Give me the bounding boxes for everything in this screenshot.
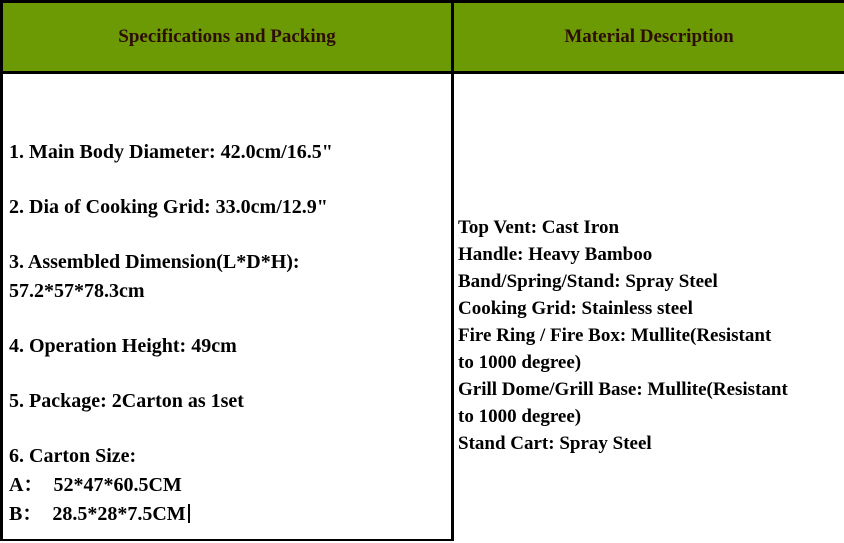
spec-line: 2. Dia of Cooking Grid: 33.0cm/12.9" [9,196,328,218]
material-description-cell [458,74,844,539]
specifications-header: Specifications and Packing [3,3,451,71]
spec-item [9,387,451,416]
spec-item [9,138,451,167]
table-border-top [0,0,844,3]
spec-item [9,442,451,529]
material-line: Fire Ring / Fire Box: Mullite(Resistant [458,325,772,346]
text-cursor [188,504,190,523]
material-line: Top Vent: Cast Iron [458,217,620,238]
spec-line: 57.2*57*78.3cm [9,280,145,302]
material-line: Cooking Grid: Stainless steel [458,298,693,319]
spec-line: 3. Assembled Dimension(L*D*H): [9,251,300,273]
material-line: Band/Spring/Stand: Spray Steel [458,271,718,292]
spec-line: A： 52*47*60.5CM [9,474,182,496]
spec-line: 6. Carton Size: [9,445,137,467]
spec-line: 1. Main Body Diameter: 42.0cm/16.5" [9,141,333,163]
table-border-left [0,0,3,541]
column-divider [451,0,454,541]
material-description-header: Material Description [454,3,844,71]
material-line: Grill Dome/Grill Base: Mullite(Resistant [458,379,788,400]
material-line: to 1000 degree) [458,406,582,427]
spec-item [9,332,451,361]
material-line: to 1000 degree) [458,352,582,373]
spec-line: 4. Operation Height: 49cm [9,335,237,357]
spec-line: 5. Package: 2Carton as 1set [9,390,244,412]
table-border-bottom [0,539,454,541]
spec-line: B： 28.5*28*7.5CM [9,500,451,529]
header-separator [0,71,844,74]
specifications-cell [3,74,451,543]
spec-item [9,193,451,222]
material-line: Stand Cart: Spray Steel [458,433,652,454]
spec-item [9,248,451,306]
material-line: Handle: Heavy Bamboo [458,244,653,265]
